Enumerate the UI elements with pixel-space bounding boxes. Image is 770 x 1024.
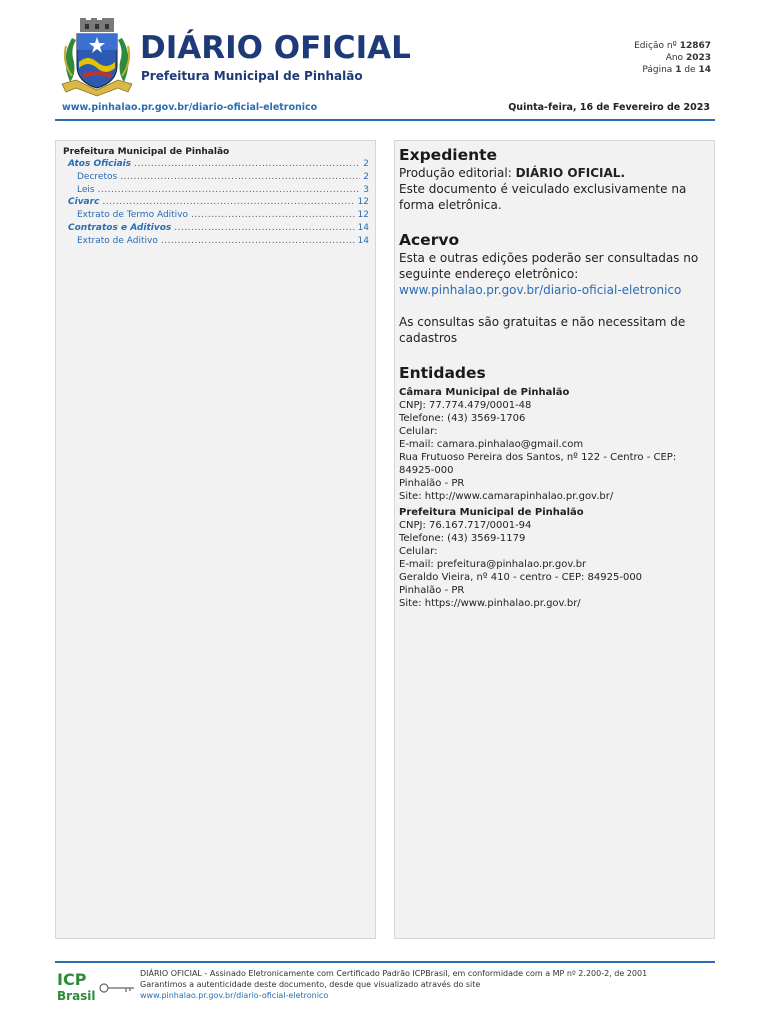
- info-panel: [394, 140, 715, 939]
- icp-brasil-key-icon: [56, 970, 136, 1002]
- toc-item-leis[interactable]: [63, 185, 369, 198]
- toc-item-page: 2: [363, 159, 369, 169]
- toc-item-label: Leis: [77, 184, 95, 195]
- toc-item-contratos-aditivos[interactable]: [63, 223, 369, 236]
- entidades-heading: Entidades: [399, 364, 486, 382]
- page-current: 1: [675, 65, 682, 75]
- edition-label: Edição nº: [634, 41, 677, 51]
- toc-item-label: Atos Oficiais: [68, 159, 132, 169]
- toc-item-page: 14: [357, 235, 369, 246]
- edition-line: [634, 40, 711, 52]
- entity-phone: Telefone: (43) 3569-1179: [399, 533, 526, 544]
- entity-city: Pinhalão - PR: [399, 585, 465, 596]
- toc-item-extrato-termo-aditivo[interactable]: [63, 210, 369, 223]
- entity-mobile: Celular:: [399, 546, 438, 557]
- toc-leader: [161, 236, 355, 246]
- entity-email: E-mail: prefeitura@pinhalao.pr.gov.br: [399, 559, 587, 570]
- production-value: DIÁRIO OFICIAL.: [515, 166, 626, 180]
- toc-item-page: 14: [357, 222, 369, 233]
- page-total: 14: [698, 65, 711, 75]
- toc-heading: Prefeitura Municipal de Pinhalão: [63, 147, 230, 157]
- entity-site: Site: http://www.camarapinhalao.pr.gov.br/: [399, 491, 614, 502]
- toc-item-page: 2: [363, 171, 369, 182]
- toc-item-page: 3: [363, 184, 369, 195]
- entity-address: Rua Frutuoso Pereira dos Santos, nº 122 - Centro - CEP: 84925-000: [399, 452, 677, 476]
- toc-item-page: 12: [357, 197, 369, 208]
- toc-item-extrato-aditivo[interactable]: [63, 236, 369, 249]
- footer-line-2: Garantimos a autenticidade deste documento, desde que visualizado através do site: [140, 980, 481, 989]
- toc-item-label: Contratos e Aditivos: [68, 222, 172, 233]
- expediente-note: Este documento é veiculado exclusivamente na forma eletrônica.: [399, 182, 687, 212]
- entity-name: Prefeitura Municipal de Pinhalão: [399, 507, 584, 518]
- toc-item-label: Civarc: [68, 197, 100, 208]
- municipal-crest-icon: [58, 18, 136, 98]
- publication-date: Quinta-feira, 16 de Fevereiro de 2023: [508, 102, 710, 113]
- edition-meta: [634, 40, 711, 76]
- footer-divider: [55, 961, 715, 963]
- page-line: [634, 64, 711, 76]
- entity-name: Câmara Municipal de Pinhalão: [399, 387, 570, 398]
- entity-cnpj: CNPJ: 77.774.479/0001-48: [399, 400, 532, 411]
- toc-item-page: 12: [357, 210, 369, 221]
- production-line: [399, 165, 706, 181]
- info-content: [399, 145, 706, 610]
- footer-line-1: DIÁRIO OFICIAL - Assinado Eletronicamente com Certificado Padrão ICPBrasil, em conformidade com a MP nº 2.200-2, de 2001: [140, 969, 648, 978]
- edition-number: 12867: [679, 41, 711, 51]
- toc-item-civarc[interactable]: [63, 197, 369, 210]
- toc-panel: [55, 140, 376, 939]
- entity-email: E-mail: camara.pinhalao@gmail.com: [399, 439, 584, 450]
- page-of: de: [684, 65, 696, 75]
- header-divider: [55, 119, 715, 121]
- footer-text: [140, 968, 647, 1001]
- toc-item-label: Decretos: [77, 171, 118, 182]
- entity-cnpj: CNPJ: 76.167.717/0001-94: [399, 520, 532, 531]
- entity-city: Pinhalão - PR: [399, 478, 465, 489]
- icp-logo-bottom: Brasil: [57, 989, 96, 1002]
- entity-address: Geraldo Vieira, nº 410 - centro - CEP: 84925-000: [399, 572, 643, 583]
- entity-phone: Telefone: (43) 3569-1706: [399, 413, 526, 424]
- page-label: Página: [642, 65, 673, 75]
- toc-leader: [120, 172, 360, 182]
- toc-item-atos-oficiais[interactable]: [63, 159, 369, 172]
- table-of-contents: [63, 147, 369, 249]
- icp-logo-top: ICP: [57, 970, 87, 989]
- newspaper-title: DIÁRIO OFICIAL: [140, 30, 411, 66]
- toc-leader: [174, 223, 354, 233]
- site-url-link[interactable]: www.pinhalao.pr.gov.br/diario-oficial-eletronico: [62, 102, 318, 113]
- toc-leader: [98, 185, 361, 195]
- toc-item-label: Extrato de Termo Aditivo: [77, 210, 189, 221]
- toc-leader: [102, 197, 354, 207]
- toc-leader: [134, 159, 360, 169]
- toc-item-label: Extrato de Aditivo: [77, 235, 158, 246]
- expediente-heading: Expediente: [399, 146, 498, 164]
- production-label: Produção editorial:: [399, 166, 512, 180]
- entity-camara: [399, 386, 706, 503]
- entity-prefeitura: [399, 506, 706, 610]
- year-line: [634, 52, 711, 64]
- acervo-heading: Acervo: [399, 231, 460, 249]
- toc-item-decretos[interactable]: [63, 172, 369, 185]
- acervo-note: As consultas são gratuitas e não necessitam de cadastros: [399, 315, 686, 345]
- acervo-text: Esta e outras edições poderão ser consultadas no seguinte endereço eletrônico:: [399, 251, 699, 281]
- footer-url-link[interactable]: www.pinhalao.pr.gov.br/diario-oficial-eletronico: [140, 991, 329, 1000]
- toc-leader: [191, 210, 355, 220]
- year-value: 2023: [685, 53, 711, 63]
- entity-mobile: Celular:: [399, 426, 438, 437]
- entity-site: Site: https://www.pinhalao.pr.gov.br/: [399, 598, 581, 609]
- year-label: Ano: [665, 53, 684, 63]
- newspaper-subtitle: Prefeitura Municipal de Pinhalão: [141, 69, 363, 83]
- acervo-link[interactable]: www.pinhalao.pr.gov.br/diario-oficial-eletronico: [399, 283, 682, 297]
